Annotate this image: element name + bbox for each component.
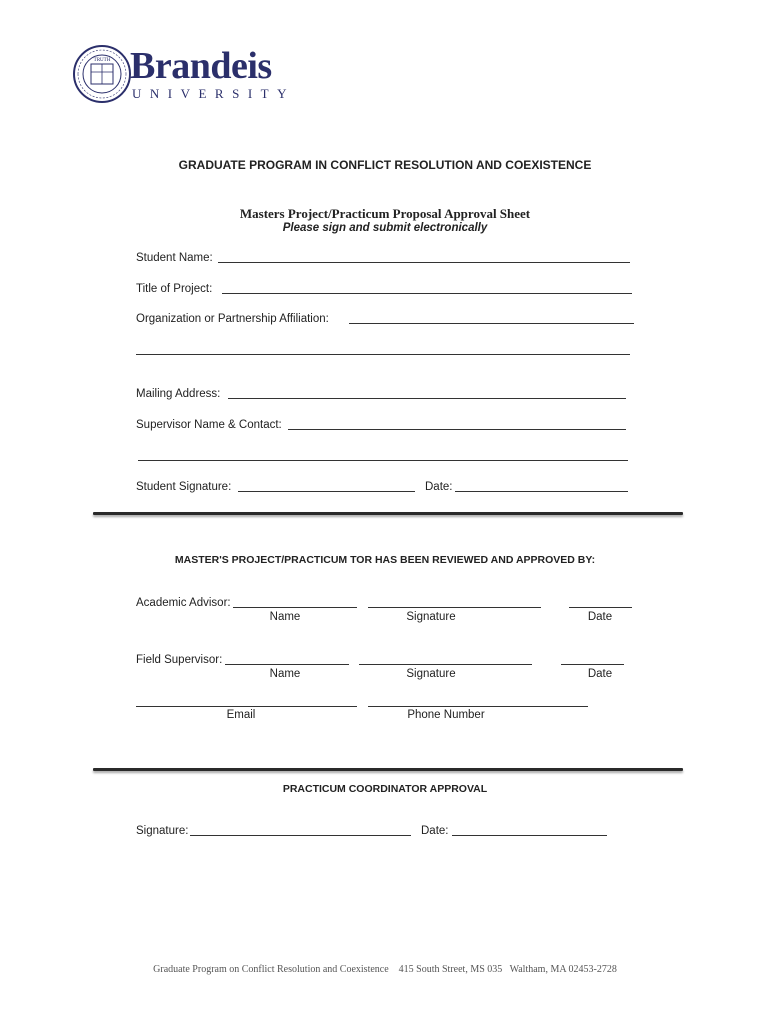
student-signature-label: Student Signature: bbox=[136, 481, 232, 493]
academic-advisor-name-caption: Name bbox=[269, 611, 301, 623]
student-date-label: Date: bbox=[425, 481, 453, 493]
university-seal-icon bbox=[72, 44, 132, 104]
field-supervisor-signature-caption: Signature bbox=[406, 668, 456, 680]
field-supervisor-signature-field[interactable] bbox=[359, 664, 532, 665]
mailing-address-label: Mailing Address: bbox=[136, 388, 221, 400]
academic-advisor-name-field[interactable] bbox=[233, 607, 357, 608]
review-heading: MASTER'S PROJECT/PRACTICUM TOR HAS BEEN REVIEWED AND APPROVED BY: bbox=[174, 554, 596, 566]
coordinator-signature-label: Signature: bbox=[136, 825, 189, 837]
academic-advisor-signature-caption: Signature bbox=[406, 611, 456, 623]
academic-advisor-signature-field[interactable] bbox=[368, 607, 541, 608]
phone-caption: Phone Number bbox=[407, 709, 485, 721]
field-supervisor-date-caption: Date bbox=[587, 668, 613, 680]
form-subtitle: Please sign and submit electronically bbox=[282, 222, 488, 234]
form-title: Masters Project/Practicum Proposal Approval Sheet bbox=[239, 206, 531, 221]
brandeis-logo bbox=[72, 44, 302, 106]
title-of-project-label: Title of Project: bbox=[136, 283, 213, 295]
logo-wordmark: Brandeis bbox=[130, 45, 272, 87]
field-supervisor-date-field[interactable] bbox=[561, 664, 624, 665]
email-caption: Email bbox=[226, 709, 256, 721]
organization-label: Organization or Partnership Affiliation: bbox=[136, 313, 329, 325]
title-of-project-field[interactable] bbox=[222, 293, 632, 294]
coordinator-heading: PRACTICUM COORDINATOR APPROVAL bbox=[282, 783, 488, 795]
mailing-address-field[interactable] bbox=[228, 398, 626, 399]
field-supervisor-name-caption: Name bbox=[269, 668, 301, 680]
student-name-label: Student Name: bbox=[136, 252, 213, 264]
academic-advisor-date-field[interactable] bbox=[569, 607, 632, 608]
supervisor-field-continued[interactable] bbox=[138, 460, 628, 461]
coordinator-signature-field[interactable] bbox=[190, 835, 411, 836]
organization-field[interactable] bbox=[349, 323, 634, 324]
academic-advisor-date-caption: Date bbox=[587, 611, 613, 623]
seal-text: TRUTH bbox=[93, 58, 111, 63]
student-date-field[interactable] bbox=[455, 491, 628, 492]
coordinator-date-label: Date: bbox=[421, 825, 449, 837]
field-supervisor-label: Field Supervisor: bbox=[136, 654, 223, 666]
supervisor-field[interactable] bbox=[288, 429, 626, 430]
organization-field-continued[interactable] bbox=[136, 354, 630, 355]
supervisor-label: Supervisor Name & Contact: bbox=[136, 419, 282, 431]
email-field[interactable] bbox=[136, 706, 357, 707]
coordinator-date-field[interactable] bbox=[452, 835, 607, 836]
academic-advisor-label: Academic Advisor: bbox=[136, 597, 231, 609]
section-divider bbox=[93, 512, 683, 515]
footer-address: Graduate Program on Conflict Resolution and Coexistence 415 South Street, MS 035 Waltham, MA 02453-2728 bbox=[153, 964, 617, 975]
student-name-field[interactable] bbox=[218, 262, 630, 263]
logo-subtitle: UNIVERSITY bbox=[132, 86, 295, 101]
student-signature-field[interactable] bbox=[238, 491, 415, 492]
program-title: GRADUATE PROGRAM IN CONFLICT RESOLUTION AND COEXISTENCE bbox=[178, 158, 592, 172]
phone-field[interactable] bbox=[368, 706, 588, 707]
field-supervisor-name-field[interactable] bbox=[225, 664, 349, 665]
section-divider-2 bbox=[93, 768, 683, 771]
